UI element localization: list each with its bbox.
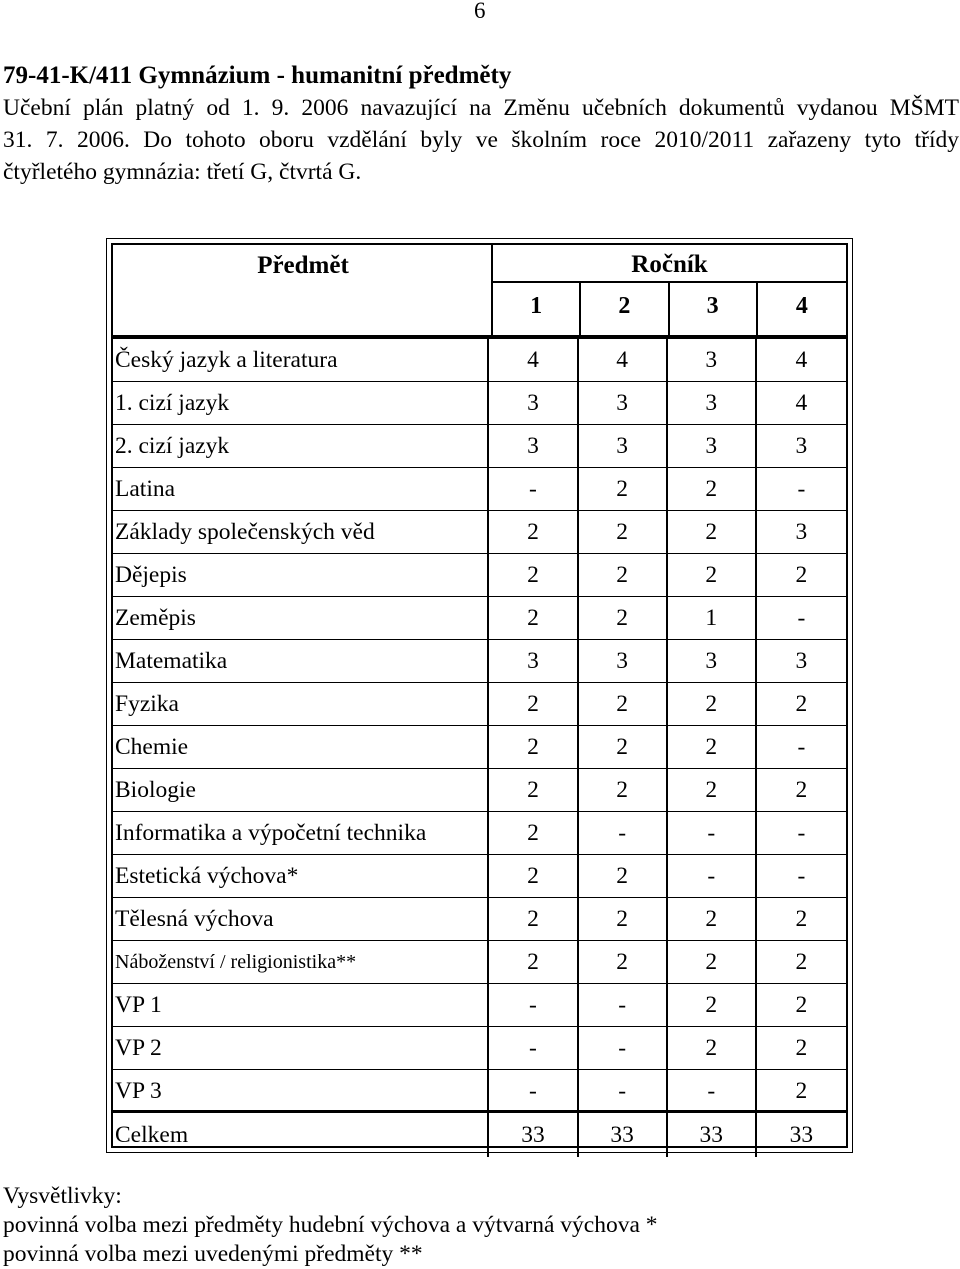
table-row bbox=[113, 597, 846, 640]
table-row bbox=[113, 812, 846, 855]
grade-4-value: 4 bbox=[795, 390, 808, 416]
grade-3-value: 2 bbox=[668, 554, 757, 596]
intro-line-2: 31. 7. 2006. Do tohoto oboru vzdělání byly ve školním roce 2010/2011 zařazeny tyto třídy bbox=[3, 127, 959, 153]
grade-3-value: 2 bbox=[668, 941, 757, 983]
grade-1-value: 3 bbox=[489, 382, 578, 424]
document-heading: 79-41-K/411 Gymnázium - humanitní předměty bbox=[3, 62, 512, 89]
grade-header: Ročník bbox=[493, 245, 846, 283]
intro-paragraph bbox=[3, 92, 959, 188]
grade-3-value: - bbox=[668, 1070, 757, 1110]
grade-3-value: 2 bbox=[668, 984, 757, 1026]
grade-4-value: 2 bbox=[795, 906, 808, 932]
subject-cell: VP 3 bbox=[113, 1070, 489, 1110]
table-row bbox=[113, 683, 846, 726]
total-grade-2-value: 33 bbox=[579, 1113, 668, 1157]
table-row bbox=[113, 1070, 846, 1113]
total-grade-3-value: 33 bbox=[668, 1113, 757, 1157]
grade-1-header: 1 bbox=[493, 283, 581, 335]
table-row bbox=[113, 468, 846, 511]
table-body bbox=[113, 339, 846, 1157]
table-row bbox=[113, 941, 846, 984]
notes-section bbox=[3, 1182, 658, 1269]
grade-1-value: 2 bbox=[489, 855, 578, 897]
grade-1-value: 4 bbox=[489, 339, 578, 381]
grade-2-value: 4 bbox=[579, 339, 668, 381]
table-frame bbox=[111, 243, 848, 1148]
grade-2-value: 2 bbox=[579, 941, 668, 983]
grade-numbers bbox=[493, 283, 846, 335]
grade-1-value: - bbox=[489, 1070, 578, 1110]
grade-3-value: 3 bbox=[668, 339, 757, 381]
subject-cell: Tělesná výchova bbox=[113, 898, 489, 940]
table-row bbox=[113, 640, 846, 683]
grade-1-value: 2 bbox=[489, 812, 578, 854]
grade-3-value: 1 bbox=[668, 597, 757, 639]
total-row bbox=[113, 1113, 846, 1157]
grade-2-value: - bbox=[579, 1027, 668, 1069]
subject-cell: Latina bbox=[113, 468, 489, 510]
table-row bbox=[113, 511, 846, 554]
table-row bbox=[113, 425, 846, 468]
page-number: 6 bbox=[474, 0, 486, 23]
total-label: Celkem bbox=[113, 1113, 489, 1157]
subject-cell: Základy společenských věd bbox=[113, 511, 489, 553]
table-row bbox=[113, 339, 846, 382]
grade-1-value: 2 bbox=[489, 898, 578, 940]
grade-3-value: 3 bbox=[668, 640, 757, 682]
grade-3-value: 2 bbox=[668, 898, 757, 940]
grade-4-value: 2 bbox=[795, 949, 808, 975]
grade-3-value: - bbox=[668, 855, 757, 897]
subject-cell: Český jazyk a literatura bbox=[113, 339, 489, 381]
grade-4-value: 2 bbox=[795, 1035, 808, 1061]
grade-2-value: 3 bbox=[579, 425, 668, 467]
grade-4-value: 2 bbox=[795, 777, 808, 803]
table-row bbox=[113, 769, 846, 812]
grade-2-value: 2 bbox=[579, 468, 668, 510]
grade-header-cell bbox=[493, 245, 846, 335]
subject-cell: 1. cizí jazyk bbox=[113, 382, 489, 424]
grade-2-value: 2 bbox=[579, 554, 668, 596]
grade-1-value: 2 bbox=[489, 941, 578, 983]
grade-2-value: 2 bbox=[579, 726, 668, 768]
grade-4-value: 2 bbox=[795, 691, 808, 717]
grade-1-value: 2 bbox=[489, 769, 578, 811]
subject-cell: VP 1 bbox=[113, 984, 489, 1026]
table-row bbox=[113, 855, 846, 898]
intro-line-3: čtyřletého gymnázia: třetí G, čtvrtá G. bbox=[3, 159, 362, 185]
subject-cell: Estetická výchova* bbox=[113, 855, 489, 897]
grade-4-value: - bbox=[797, 605, 806, 631]
grade-3-value: 2 bbox=[668, 1027, 757, 1069]
grade-2-value: 2 bbox=[579, 769, 668, 811]
total-grade-4-value: 33 bbox=[789, 1122, 814, 1148]
subject-header: Předmět bbox=[257, 252, 349, 279]
grade-1-value: 2 bbox=[489, 683, 578, 725]
grade-2-value: - bbox=[579, 1070, 668, 1110]
grade-1-value: 2 bbox=[489, 726, 578, 768]
grade-2-value: - bbox=[579, 984, 668, 1026]
subject-cell: Dějepis bbox=[113, 554, 489, 596]
grade-2-value: 2 bbox=[579, 511, 668, 553]
grade-3-value: 2 bbox=[668, 769, 757, 811]
table-row bbox=[113, 898, 846, 941]
grade-4-value: 2 bbox=[795, 562, 808, 588]
grade-2-value: 3 bbox=[579, 382, 668, 424]
grade-1-value: 2 bbox=[489, 511, 578, 553]
grade-3-value: 2 bbox=[668, 683, 757, 725]
grade-2-value: 2 bbox=[579, 898, 668, 940]
grade-4-value: - bbox=[797, 476, 806, 502]
grade-3-value: 3 bbox=[668, 425, 757, 467]
table-row bbox=[113, 726, 846, 769]
subject-cell: Fyzika bbox=[113, 683, 489, 725]
grade-4-value: 3 bbox=[795, 519, 808, 545]
grade-3-value: 2 bbox=[668, 468, 757, 510]
table-row bbox=[113, 554, 846, 597]
grade-3-value: - bbox=[668, 812, 757, 854]
grade-3-value: 3 bbox=[668, 382, 757, 424]
grade-4-value: 3 bbox=[795, 648, 808, 674]
grade-2-value: 2 bbox=[579, 855, 668, 897]
subject-cell: Informatika a výpočetní technika bbox=[113, 812, 489, 854]
grade-2-value: 2 bbox=[579, 683, 668, 725]
grade-1-value: - bbox=[489, 1027, 578, 1069]
subject-cell: Zeměpis bbox=[113, 597, 489, 639]
notes-title: Vysvětlivky: bbox=[3, 1183, 122, 1209]
grade-1-value: - bbox=[489, 984, 578, 1026]
grade-4-value: - bbox=[797, 863, 806, 889]
subject-cell: Matematika bbox=[113, 640, 489, 682]
grade-3-value: 2 bbox=[668, 726, 757, 768]
subject-cell: VP 2 bbox=[113, 1027, 489, 1069]
grade-4-value: 4 bbox=[795, 347, 808, 373]
grade-2-header: 2 bbox=[581, 283, 669, 335]
subject-cell: Chemie bbox=[113, 726, 489, 768]
grade-1-value: 2 bbox=[489, 554, 578, 596]
grade-1-value: 3 bbox=[489, 425, 578, 467]
subject-header-cell bbox=[113, 245, 493, 335]
table-row bbox=[113, 1027, 846, 1070]
grade-3-header: 3 bbox=[670, 283, 758, 335]
subject-cell: Náboženství / religionistika** bbox=[113, 941, 489, 983]
grade-1-value: 3 bbox=[489, 640, 578, 682]
note-1: povinná volba mezi předměty hudební výchova a výtvarná výchova * bbox=[3, 1212, 658, 1238]
grade-4-value: 2 bbox=[795, 1078, 808, 1104]
subject-cell: Biologie bbox=[113, 769, 489, 811]
intro-line-1: Učební plán platný od 1. 9. 2006 navazující na Změnu učebních dokumentů vydanou MŠMT bbox=[3, 95, 959, 121]
grade-4-header: 4 bbox=[795, 293, 808, 319]
curriculum-table bbox=[106, 238, 853, 1153]
grade-3-value: 2 bbox=[668, 511, 757, 553]
table-row bbox=[113, 382, 846, 425]
note-2: povinná volba mezi uvedenými předměty ** bbox=[3, 1241, 423, 1267]
grade-4-value: 2 bbox=[795, 992, 808, 1018]
grade-1-value: - bbox=[489, 468, 578, 510]
subject-cell: 2. cizí jazyk bbox=[113, 425, 489, 467]
grade-4-value: - bbox=[797, 820, 806, 846]
table-row bbox=[113, 984, 846, 1027]
grade-2-value: 3 bbox=[579, 640, 668, 682]
grade-4-value: 3 bbox=[795, 433, 808, 459]
grade-2-value: - bbox=[579, 812, 668, 854]
grade-4-value: - bbox=[797, 734, 806, 760]
grade-1-value: 2 bbox=[489, 597, 578, 639]
grade-2-value: 2 bbox=[579, 597, 668, 639]
total-grade-1-value: 33 bbox=[489, 1113, 578, 1157]
